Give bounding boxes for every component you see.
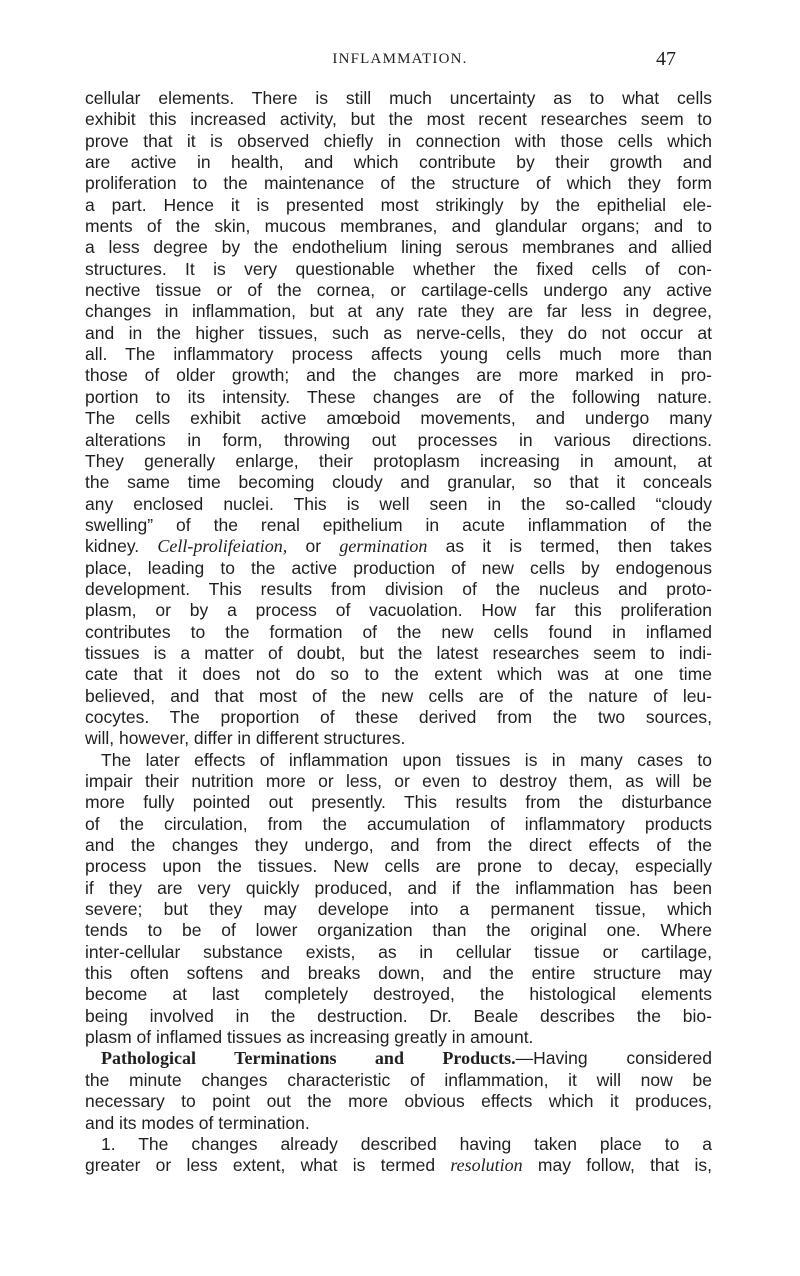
section-heading: Pathological Terminations and Products. (101, 1048, 516, 1069)
text-line: the same time becoming cloudy and granular, so that it conceals (85, 472, 712, 493)
paragraph-last-line: plasm of inflamed tissues as increasing greatly in amount. (85, 1027, 534, 1048)
text-line: cellular elements. There is still much uncertainty as to what cells (85, 88, 712, 108)
text-line: necessary to point out the more obvious effects which it produces, (85, 1091, 712, 1112)
text-line: portion to its intensity. These changes are of the following nature. (85, 386, 712, 407)
text-line: They generally enlarge, their protoplasm increasing in amount, at (85, 450, 712, 471)
text-line: plasm, or by a process of vacuolation. How far this proliferation (85, 600, 712, 621)
text-line: changes in inflammation, but at any rate they are far less in degree, (85, 301, 712, 322)
text-fragment: kidney. (85, 536, 158, 557)
running-head-title: INFLAMMATION. (332, 51, 468, 67)
body-text (85, 88, 712, 1177)
text-line: become at last completely destroyed, the histological elements (85, 984, 712, 1005)
page-number: 47 (656, 48, 676, 70)
section-lead-text: —Having considered (515, 1048, 712, 1069)
paragraph-last-line: and its modes of termination. (85, 1112, 310, 1133)
text-line: place, leading to the active production of new cells by endogenous (85, 557, 712, 578)
text-line: process upon the tissues. New cells are prone to decay, especially (85, 856, 712, 877)
text-line: The cells exhibit active amœboid movements, and undergo many (85, 408, 712, 429)
text-fragment: may follow, that is, (522, 1155, 712, 1176)
text-line: cocytes. The proportion of these derived from the two sources, (85, 706, 712, 727)
text-line-with-term (85, 1155, 712, 1176)
text-line: a part. Hence it is presented most strikingly by the epithelial ele- (85, 194, 712, 215)
text-line: inter-cellular substance exists, as in cellular tissue or cartilage, (85, 941, 712, 962)
text-line: more fully pointed out presently. This results from the disturbance (85, 792, 712, 813)
text-line: all. The inflammatory process affects young cells much more than (85, 344, 712, 365)
text-fragment: greater or less extent, what is termed (85, 1155, 451, 1176)
text-line: swelling” of the renal epithelium in acute inflammation of the (85, 514, 712, 535)
text-fragment: or (287, 536, 340, 557)
text-line: structures. It is very questionable whether the fixed cells of con- (85, 258, 712, 279)
text-line: if they are very quickly produced, and if the inflammation has been (85, 877, 712, 898)
text-line: and in the higher tissues, such as nerve-cells, they do not occur at (85, 322, 712, 343)
text-line: being involved in the destruction. Dr. Beale describes the bio- (85, 1005, 712, 1026)
text-line: nective tissue or of the cornea, or cartilage-cells undergo any active (85, 280, 712, 301)
text-line: development. This results from division of the nucleus and proto- (85, 578, 712, 599)
text-line: any enclosed nuclei. This is well seen in the so-called “cloudy (85, 493, 712, 514)
section-heading-line (85, 1048, 712, 1069)
text-line: ments of the skin, mucous membranes, and glandular organs; and to (85, 216, 712, 237)
running-head (0, 48, 800, 72)
text-line: tissues is a matter of doubt, but the latest researches seem to indi- (85, 642, 712, 663)
text-line: contributes to the formation of the new cells found in inflamed (85, 621, 712, 642)
text-line: cate that it does not do so to the extent which was at one time (85, 664, 712, 685)
text-line: believed, and that most of the new cells are of the nature of leu- (85, 685, 712, 706)
text-line: severe; but they may develope into a permanent tissue, which (85, 899, 712, 920)
paragraph-last-line: will, however, differ in different structures. (85, 728, 406, 749)
text-line: impair their nutrition more or less, or even to destroy them, as will be (85, 771, 712, 791)
text-line: those of older growth; and the changes are more marked in pro- (85, 365, 712, 386)
text-line: the minute changes characteristic of inflammation, it will now be (85, 1069, 712, 1090)
numbered-item-first-line: 1. The changes already described having taken place to a (101, 1133, 712, 1154)
paragraph-first-line: The later effects of inflammation upon tissues is in many cases to (101, 749, 712, 770)
text-line: of the circulation, from the accumulation of inflammatory products (85, 813, 712, 834)
text-line-with-terms (85, 536, 712, 557)
italic-term-germination: germination (339, 536, 428, 557)
text-line: a less degree by the endothelium lining serous membranes and allied (85, 237, 712, 258)
text-line: prove that it is observed chiefly in connection with those cells which (85, 130, 712, 151)
text-line: exhibit this increased activity, but the most recent researches seem to (85, 109, 712, 130)
text-fragment: as it is termed, then takes (427, 536, 712, 557)
italic-term-resolution: resolution (450, 1155, 523, 1176)
text-line: are active in health, and which contribute by their growth and (85, 152, 712, 173)
text-line: alterations in form, throwing out processes in various directions. (85, 429, 712, 450)
italic-term-cell-proliferation: Cell-prolifeiation, (157, 536, 288, 557)
text-line: proliferation to the maintenance of the structure of which they form (85, 173, 712, 194)
text-line: tends to be of lower organization than the original one. Where (85, 920, 712, 941)
text-line: this often softens and breaks down, and the entire structure may (85, 963, 712, 984)
text-line: and the changes they undergo, and from the direct effects of the (85, 835, 712, 856)
